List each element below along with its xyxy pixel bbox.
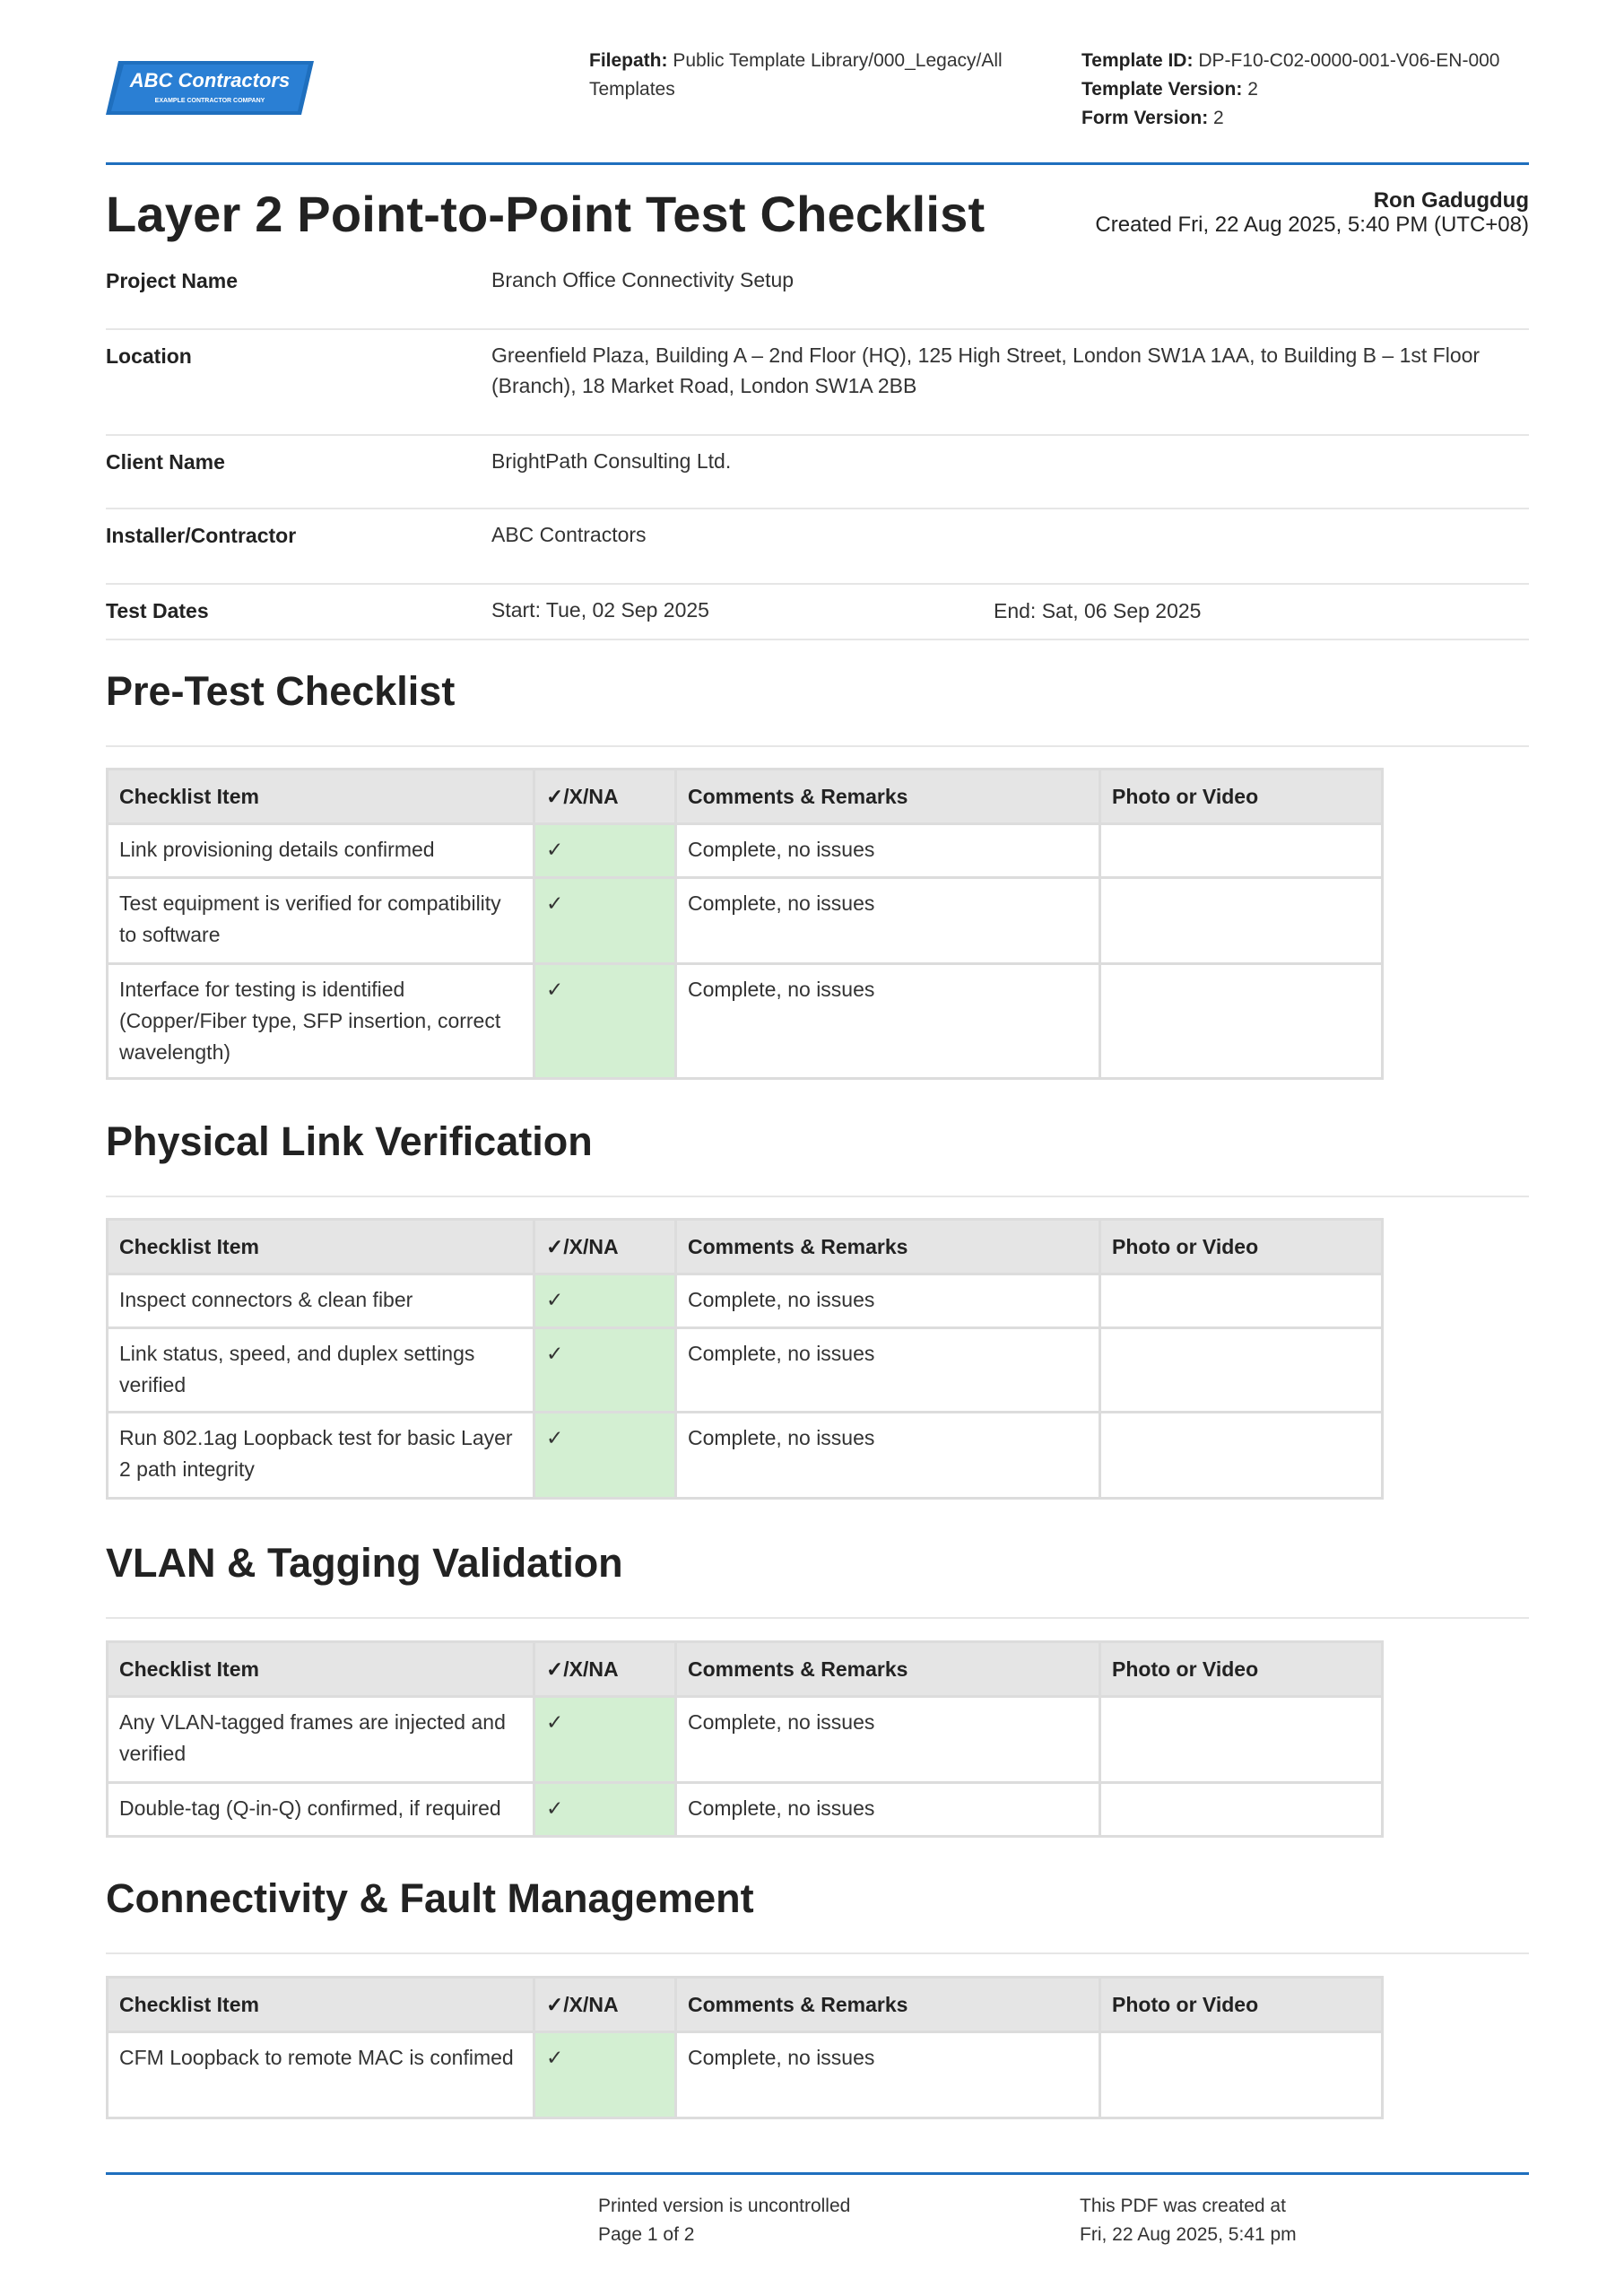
form-version-label: Form Version:	[1081, 108, 1209, 128]
status-cell[interactable]: ✓	[534, 964, 676, 1079]
checklist-table	[106, 1218, 1384, 1500]
checklist-item: Link status, speed, and duplex settings verified	[108, 1328, 534, 1413]
photo-cell[interactable]	[1100, 964, 1383, 1079]
section-heading: Pre-Test Checklist	[106, 668, 456, 714]
comments-cell[interactable]: Complete, no issues	[676, 1783, 1100, 1837]
status-cell[interactable]: ✓	[534, 1413, 676, 1499]
col-header-status: ✓/X/NA	[534, 770, 676, 824]
col-header-item: Checklist Item	[108, 1220, 534, 1274]
section-heading: VLAN & Tagging Validation	[106, 1540, 623, 1586]
status-cell[interactable]: ✓	[534, 824, 676, 878]
author-block	[1095, 188, 1529, 237]
checklist-item: CFM Loopback to remote MAC is confimed	[108, 2032, 534, 2118]
col-header-comments: Comments & Remarks	[676, 1220, 1100, 1274]
author-name: Ron Gadugdug	[1373, 188, 1529, 213]
table-row	[108, 824, 1383, 878]
comments-cell[interactable]: Complete, no issues	[676, 2032, 1100, 2118]
photo-cell[interactable]	[1100, 878, 1383, 964]
col-header-comments: Comments & Remarks	[676, 1978, 1100, 2032]
uncontrolled-notice: Printed version is uncontrolled	[598, 2196, 851, 2216]
status-cell[interactable]: ✓	[534, 2032, 676, 2118]
template-info-block	[1081, 47, 1530, 133]
comments-cell[interactable]: Complete, no issues	[676, 824, 1100, 878]
location-value: Greenfield Plaza, Building A – 2nd Floor (HQ), 125 High Street, London SW1A 1AA, to Building B – 1st Floor (Branch), 18 Market Road, London SW1A 2BB	[491, 344, 1481, 397]
table-header-row	[108, 1978, 1383, 2032]
comments-cell[interactable]: Complete, no issues	[676, 1413, 1100, 1499]
col-header-status: ✓/X/NA	[534, 1220, 676, 1274]
table-header-row	[108, 1220, 1383, 1274]
footer-divider	[106, 2172, 1529, 2175]
photo-cell[interactable]	[1100, 1274, 1383, 1328]
filepath-block	[589, 47, 1055, 104]
test-dates-label: Test Dates	[106, 599, 209, 622]
pdf-created-timestamp: Fri, 22 Aug 2025, 5:41 pm	[1080, 2224, 1297, 2245]
table-row	[108, 964, 1383, 1079]
template-id-value: DP-F10-C02-0000-001-V06-EN-000	[1198, 50, 1500, 71]
col-header-status: ✓/X/NA	[534, 1642, 676, 1697]
photo-cell[interactable]	[1100, 1697, 1383, 1783]
col-header-status: ✓/X/NA	[534, 1978, 676, 2032]
section-divider	[106, 745, 1529, 747]
table-row	[108, 1697, 1383, 1783]
page-number: Page 1 of 2	[598, 2224, 695, 2245]
photo-cell[interactable]	[1100, 1328, 1383, 1413]
checklist-item: Run 802.1ag Loopback test for basic Layer 2 path integrity	[108, 1413, 534, 1499]
col-header-item: Checklist Item	[108, 1978, 534, 2032]
section-heading: Connectivity & Fault Management	[106, 1875, 754, 1921]
form-version-value: 2	[1213, 108, 1224, 128]
logo-subtext: EXAMPLE CONTRACTOR COMPANY	[154, 98, 265, 104]
checklist-item: Link provisioning details confirmed	[108, 824, 534, 878]
col-header-comments: Comments & Remarks	[676, 1642, 1100, 1697]
table-row	[108, 1413, 1383, 1499]
location-label: Location	[106, 344, 192, 368]
created-timestamp: Created Fri, 22 Aug 2025, 5:40 PM (UTC+08)	[1095, 213, 1529, 237]
info-row-installer	[106, 509, 1529, 585]
header-divider	[106, 162, 1529, 165]
info-row-client	[106, 436, 1529, 509]
col-header-comments: Comments & Remarks	[676, 770, 1100, 824]
table-row	[108, 1328, 1383, 1413]
logo-text: ABC Contractors	[129, 69, 291, 91]
status-cell[interactable]: ✓	[534, 1783, 676, 1837]
table-row	[108, 1783, 1383, 1837]
comments-cell[interactable]: Complete, no issues	[676, 1274, 1100, 1328]
status-cell[interactable]: ✓	[534, 878, 676, 964]
company-logo	[106, 57, 314, 120]
photo-cell[interactable]	[1100, 1783, 1383, 1837]
template-version-value: 2	[1247, 79, 1258, 100]
section-divider	[106, 1952, 1529, 1954]
col-header-item: Checklist Item	[108, 770, 534, 824]
photo-cell[interactable]	[1100, 1413, 1383, 1499]
status-cell[interactable]: ✓	[534, 1274, 676, 1328]
checklist-item: Any VLAN-tagged frames are injected and verified	[108, 1697, 534, 1783]
photo-cell[interactable]	[1100, 2032, 1383, 2118]
checklist-table	[106, 768, 1384, 1080]
col-header-photo: Photo or Video	[1100, 1978, 1383, 2032]
col-header-photo: Photo or Video	[1100, 1220, 1383, 1274]
project-name-label: Project Name	[106, 269, 239, 292]
section-heading: Physical Link Verification	[106, 1118, 593, 1164]
filepath-label: Filepath:	[589, 50, 668, 71]
page-title: Layer 2 Point-to-Point Test Checklist	[106, 186, 986, 242]
pdf-created-label: This PDF was created at	[1080, 2196, 1286, 2216]
template-id-label: Template ID:	[1081, 50, 1194, 71]
comments-cell[interactable]: Complete, no issues	[676, 1328, 1100, 1413]
checklist-table	[106, 1640, 1384, 1838]
comments-cell[interactable]: Complete, no issues	[676, 964, 1100, 1079]
table-row	[108, 2032, 1383, 2118]
comments-cell[interactable]: Complete, no issues	[676, 878, 1100, 964]
footer-left	[598, 2192, 1011, 2249]
status-cell[interactable]: ✓	[534, 1697, 676, 1783]
installer-label: Installer/Contractor	[106, 524, 297, 547]
section-divider	[106, 1617, 1529, 1619]
checklist-item: Inspect connectors & clean fiber	[108, 1274, 534, 1328]
table-header-row	[108, 1642, 1383, 1697]
filepath-value: Public Template Library/000_Legacy/All	[673, 50, 1003, 71]
test-end-date: End: Sat, 06 Sep 2025	[994, 599, 1202, 622]
col-header-item: Checklist Item	[108, 1642, 534, 1697]
table-row	[108, 1274, 1383, 1328]
checklist-item: Interface for testing is identified (Copper/Fiber type, SFP insertion, correct wavelength)	[108, 964, 534, 1079]
status-cell[interactable]: ✓	[534, 1328, 676, 1413]
table-header-row	[108, 770, 1383, 824]
test-start-date: Start: Tue, 02 Sep 2025	[491, 598, 709, 622]
checklist-table	[106, 1976, 1384, 2119]
info-row-location	[106, 330, 1529, 436]
col-header-photo: Photo or Video	[1100, 770, 1383, 824]
template-version-label: Template Version:	[1081, 79, 1243, 100]
section-divider	[106, 1196, 1529, 1197]
checklist-item: Test equipment is verified for compatibility to software	[108, 878, 534, 964]
installer-value: ABC Contractors	[491, 523, 647, 546]
info-row-project	[106, 262, 1529, 330]
client-name-label: Client Name	[106, 450, 225, 474]
filepath-value-cont: Templates	[589, 79, 675, 100]
photo-cell[interactable]	[1100, 824, 1383, 878]
footer-right	[1080, 2192, 1492, 2249]
table-row	[108, 878, 1383, 964]
col-header-photo: Photo or Video	[1100, 1642, 1383, 1697]
project-name-value: Branch Office Connectivity Setup	[491, 268, 795, 291]
client-name-value: BrightPath Consulting Ltd.	[491, 449, 732, 473]
checklist-item: Double-tag (Q-in-Q) confirmed, if required	[108, 1783, 534, 1837]
info-row-test-dates	[106, 585, 1529, 640]
comments-cell[interactable]: Complete, no issues	[676, 1697, 1100, 1783]
